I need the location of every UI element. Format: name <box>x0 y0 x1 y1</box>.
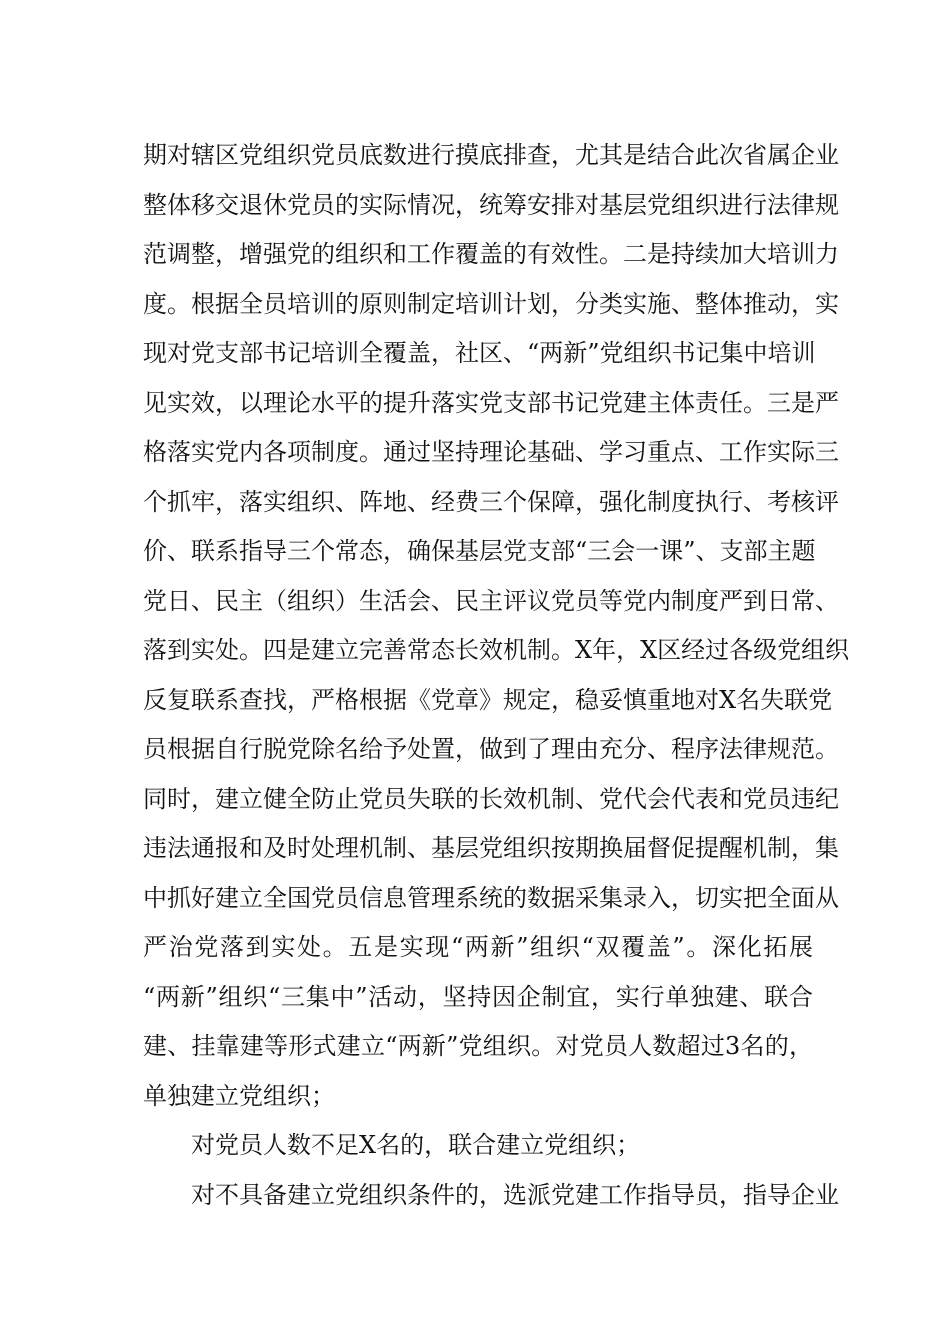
paragraph-line: 建、挂靠建等形式建立“两新”党组织。对党员人数超过3名的， <box>143 1032 813 1060</box>
paragraph-line: “两新”组织“三集中”活动，坚持因企制宜，实行单独建、联合 <box>143 982 813 1011</box>
paragraph-line: 现对党支部书记培训全覆盖，社区、“两新”党组织书记集中培训 <box>143 339 816 367</box>
paragraph-line: 格落实党内各项制度。通过坚持理论基础、学习重点、工作实际三 <box>143 438 839 466</box>
paragraph-line: 对党员人数不足X名的，联合建立党组织； <box>191 1131 641 1159</box>
paragraph-line: 整体移交退休党员的实际情况，统筹安排对基层党组织进行法律规 <box>143 190 839 219</box>
paragraph-line: 期对辖区党组织党员底数进行摸底排查，尤其是结合此次省属企业 <box>143 141 839 169</box>
document-body-text <box>143 131 850 1220</box>
paragraph-line: 对不具备建立党组织条件的，选派党建工作指导员，指导企业 <box>191 1180 839 1209</box>
paragraph-line: 违法通报和及时处理机制、基层党组织按期换届督促提醒机制，集 <box>143 834 839 862</box>
paragraph-line: 党日、民主（组织）生活会、民主评议党员等党内制度严到日常、 <box>143 586 839 615</box>
paragraph-line: 反复联系查找，严格根据《党章》规定，稳妥慎重地对X名失联党 <box>143 685 833 714</box>
paragraph-line: 同时，建立健全防止党员失联的长效机制、党代会代表和党员违纪 <box>143 784 839 813</box>
paragraph-line: 度。根据全员培训的原则制定培训计划，分类实施、整体推动，实 <box>143 289 839 318</box>
paragraph-line: 单独建立党组织； <box>143 1081 335 1110</box>
paragraph-line: 范调整，增强党的组织和工作覆盖的有效性。二是持续加大培训力 <box>143 240 839 268</box>
paragraph-line: 价、联系指导三个常态，确保基层党支部“三会一课”、支部主题 <box>143 537 816 565</box>
paragraph-line: 落到实处。四是建立完善常态长效机制。X年，X区经过各级党组织 <box>143 636 850 664</box>
paragraph-line: 员根据自行脱党除名给予处置，做到了理由充分、程序法律规范。 <box>143 735 839 763</box>
paragraph-line: 见实效，以理论水平的提升落实党支部书记党建主体责任。三是严 <box>143 388 839 417</box>
paragraph-line: 严治党落到实处。五是实现“两新”组织“双覆盖”。深化拓展 <box>143 933 813 961</box>
paragraph-line: 中抓好建立全国党员信息管理系统的数据采集录入，切实把全面从 <box>143 883 839 912</box>
paragraph-line: 个抓牢，落实组织、阵地、经费三个保障，强化制度执行、考核评 <box>143 487 839 516</box>
